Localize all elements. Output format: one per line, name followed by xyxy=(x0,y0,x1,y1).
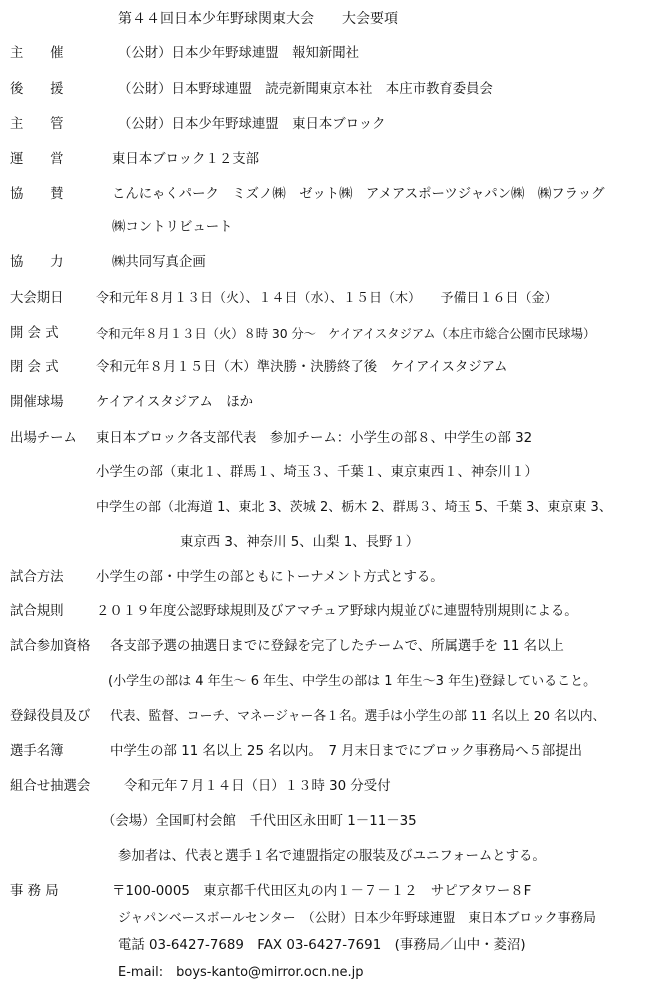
sponsors-line-1: こんにゃくパーク ミズノ㈱ ゼット㈱ アメアスポーツジャパン㈱ ㈱フラッグ xyxy=(112,187,605,202)
sponsors-label: 協 賛 xyxy=(10,187,64,202)
teams-junior-line-2: 東京西 3、神奈川 5、山梨 1、長野１） xyxy=(180,535,420,550)
rules-value: ２０１９年度公認野球規則及びアマチュア野球内規並びに連盟特別規則による。 xyxy=(96,604,578,619)
cooperation-value: ㈱共同写真企画 xyxy=(112,255,206,270)
draw-value: 令和元年７月１４日（日）１３時 30 分受付 xyxy=(124,779,391,794)
office-label: 事 務 局 xyxy=(10,884,59,899)
office-org: ジャパンベースボールセンター （公財）日本少年野球連盟 東日本ブロック事務局 xyxy=(118,911,596,926)
operation-value: 東日本ブロック１２支部 xyxy=(112,152,260,167)
registration-label: 登録役員及び xyxy=(10,709,91,724)
teams-label: 出場チーム xyxy=(10,431,77,446)
rules-label: 試合規則 xyxy=(10,604,64,619)
draw-label: 組合せ抽選会 xyxy=(10,779,91,794)
operation-label: 運 営 xyxy=(10,152,64,167)
management-label: 主 管 xyxy=(10,117,64,132)
management-value: （公財）日本少年野球連盟 東日本ブロック xyxy=(118,117,386,132)
venue-label: 開催球場 xyxy=(10,395,64,410)
cooperation-label: 協 力 xyxy=(10,255,64,270)
support-label: 後 援 xyxy=(10,82,64,97)
registration-value: 代表、監督、コーチ、マネージャー各１名。選手は小学生の部 11 名以上 20 名以内、 xyxy=(110,709,606,724)
venue-value: ケイアイスタジアム ほか xyxy=(96,395,254,410)
teams-value: 東日本ブロック各支部代表 参加チーム：小学生の部８、中学生の部 32 xyxy=(96,431,533,446)
draw-place: （会場）全国町村会館 千代田区永田町 1－11－35 xyxy=(102,814,417,829)
registration-value-2: 中学生の部 11 名以上 25 名以内。 7 月末日までにブロック事務局へ５部提出 xyxy=(110,744,583,759)
support-value: （公財）日本野球連盟 読売新聞東京本社 本庄市教育委員会 xyxy=(118,82,493,97)
method-value: 小学生の部・中学生の部ともにトーナメント方式とする。 xyxy=(96,570,444,585)
organizer-value: （公財）日本少年野球連盟 報知新聞社 xyxy=(118,46,360,61)
period-value: 令和元年８月１３日（火）、１４日（水）、１５日（木） 予備日１６日（金） xyxy=(96,291,558,306)
document-title: 第４４回日本少年野球関東大会 大会要項 xyxy=(118,11,398,27)
teams-junior-line-1: 中学生の部（北海道 1、東北 3、茨城 2、栃木 2、群馬３、埼玉 5、千葉 3、東京東 3、 xyxy=(96,500,612,515)
office-phone: 電話 03-6427-7689 FAX 03-6427-7691 (事務局／山中・菱沼) xyxy=(118,938,526,953)
sponsors-line-2: ㈱コントリビュート xyxy=(112,220,233,235)
eligibility-value-2: (小学生の部は 4 年生～ 6 年生、中学生の部は 1 年生～3 年生)登録していること。 xyxy=(108,674,597,689)
teams-elementary: 小学生の部（東北１、群馬１、埼玉３、千葉１、東京東西１、神奈川１） xyxy=(96,465,538,480)
method-label: 試合方法 xyxy=(10,570,64,585)
eligibility-value: 各支部予選の抽選日までに登録を完了したチームで、所属選手を 11 名以上 xyxy=(110,639,564,654)
closing-label: 閉 会 式 xyxy=(10,360,59,375)
eligibility-label: 試合参加資格 xyxy=(10,639,91,654)
registration-label-2: 選手名簿 xyxy=(10,744,64,759)
period-label: 大会期日 xyxy=(10,291,64,306)
closing-value: 令和元年８月１５日（木）準決勝・決勝終了後 ケイアイスタジアム xyxy=(96,360,508,375)
office-address: 〒100-0005 東京都千代田区丸の内１－７－１２ サピアタワー８F xyxy=(112,884,532,899)
office-email: E-mail: boys-kanto@mirror.ocn.ne.jp xyxy=(118,965,364,980)
organizer-label: 主 催 xyxy=(10,46,64,61)
opening-label: 開 会 式 xyxy=(10,326,59,341)
draw-note: 参加者は、代表と選手１名で連盟指定の服装及びユニフォームとする。 xyxy=(118,849,546,864)
opening-value: 令和元年８月１３日（火）８時 30 分～ ケイアイスタジアム（本庄市総合公園市民球場） xyxy=(96,326,596,341)
